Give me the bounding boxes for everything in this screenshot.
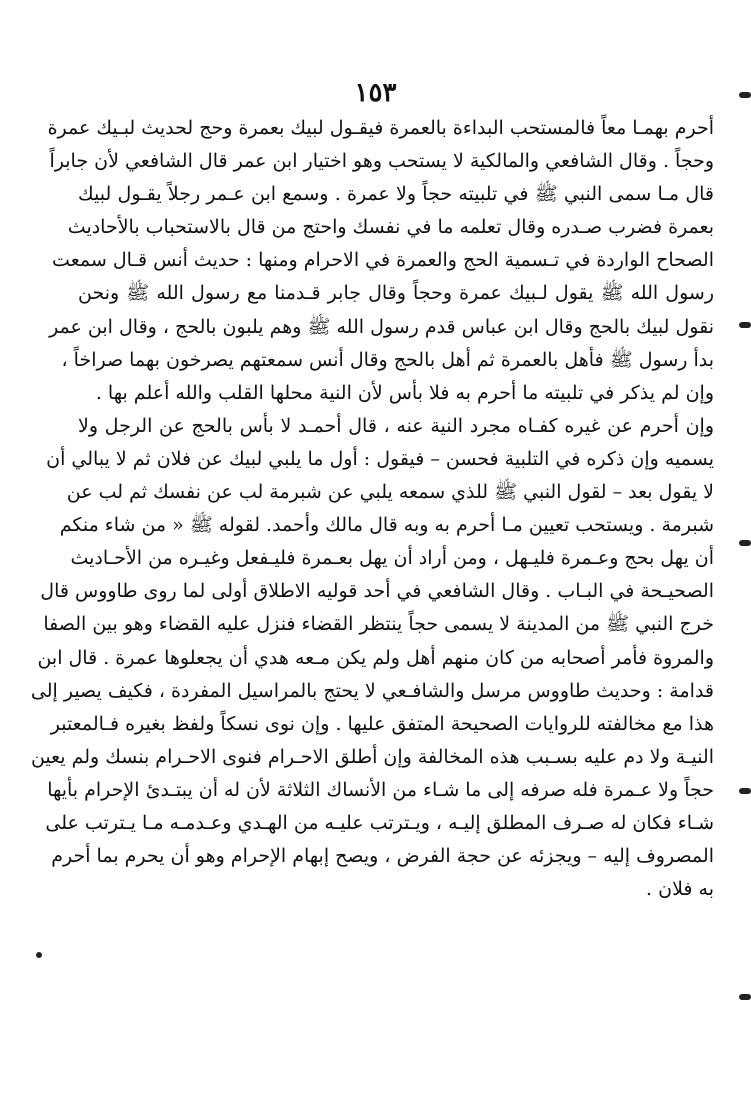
text-line: الصحاح الواردة في تـسمية الحج والعمرة في الاحرام ومنها : حديث أنس قـال سمعت [52, 249, 714, 272]
text-line: وإن لم يذكر في تلبيته ما أحرم به فلا بأس لأن النية محلها القلب والله أعلم بها . [95, 381, 714, 404]
text-line: بعمرة فضرب صـدره وقال تعلمه ما في نفسك واحتج من قال بالاستحباب بالأحاديث [67, 216, 714, 239]
text-line: الصحيـحة في البـاب . وقال الشافعي في أحد قوليه الاطلاق أولى لما روى طاووس قال [40, 580, 714, 603]
margin-mark [739, 92, 751, 98]
text-line: قدامة : وحديث طاووس مرسل والشافـعي لا يحتج بالمراسيل المفردة ، فكيف يصير إلى [30, 679, 714, 702]
text-line: لا يقول بعد – لقول النبي ﷺ للذي سمعه يلبي عن شبرمة لب عن نفسك ثم لب عن [66, 481, 714, 504]
text-line: النيـة ولا دم عليه بسـبب هذه المخالفة وإن أطلق الاحـرام فنوى الاحـرام بنسك ولم يعين [30, 745, 714, 768]
text-line: رسول الله ﷺ يقول لـبيك عمرة وحجاً وقال جابر قـدمنا مع رسول الله ﷺ ونحن [78, 282, 714, 305]
text-line: وحجاً . وقال الشافعي والمالكية لا يستحب وهو اختيار ابن عمر قال الشافعي لأن جابراً [49, 150, 714, 173]
page-body [30, 112, 714, 906]
text-line: وإن أحرم عن غيره كفـاه مجرد النية عنه ، قال أحمـد لا بأس بالحج عن الرجل ولا [78, 414, 714, 437]
text-line: المصروف إليه – ويجزئه عن حجة الفرض ، ويصح إبهام الإحرام وهو أن يحرم بما أحرم [51, 845, 714, 868]
text-line: شـاء فكان له صـرف المطلق إليـه ، ويـترتب عليـه من الهـدي وعـدمـه مـا يـترتب على [45, 811, 714, 834]
text-line: به فلان . [646, 878, 714, 901]
text-line: أن يهل بحج وعـمرة فليـهل ، ومن أراد أن يهل بعـمرة فليـفعل وغيـره من الأحـاديث [70, 547, 714, 570]
text-line: نقول لبيك بالحج وقال ابن عباس قدم رسول الله ﷺ وهم يلبون بالحج ، وقال ابن عمر [49, 315, 714, 338]
text-line: والمروة فأمر أصحابه من كان منهم أهل ولم يكن مـعه هدي أن يجعلوها عمرة . قال ابن [37, 646, 714, 669]
text-line: خرج النبي ﷺ من المدينة لا يسمى حجاً ينتظر القضاء فنزل عليه القضاء وهو بين الصفا [43, 613, 714, 636]
text-line: حجاً ولا عـمرة فله صرفه إلى ما شـاء من الأنساك الثلاثة لأن له أن يبتـدئ الإحرام بأيها [47, 778, 714, 801]
margin-mark [739, 994, 751, 1000]
text-line: يسميه وإن ذكره في التلبية فحسن – فيقول : أول ما يلبي لبيك عن فلان ثم لا يبالي أن [46, 447, 714, 470]
text-line: هذا مع مخالفته للروايات الصحيحة المتفق عليها . وإن نوى نسكاً ولفظ بغيره فـالمعتبر [50, 712, 714, 735]
text-line: أحرم بهمـا معاً فالمستحب البداءة بالعمرة فيقـول لبيك بعمرة وحج لحديث لبـيك عمرة [47, 117, 714, 139]
margin-mark [739, 540, 751, 546]
text-line: بدأ رسول ﷺ فأهل بالعمرة ثم أهل بالحج وقال أنس سمعتهم يصرخون بهما صراخاً ، [61, 348, 714, 371]
text-line: شبرمة . ويستحب تعيين مـا أحرم به وبه قال مالك وأحمد. لقوله ﷺ « من شاء منكم [59, 514, 714, 537]
margin-mark [739, 322, 751, 328]
margin-mark [739, 788, 751, 794]
page-number: ١٥٣ [354, 78, 397, 108]
text-line: قال مـا سمى النبي ﷺ في تلبيته حجاً ولا عمرة . وسمع ابن عـمر رجلاً يقـول لبيك [78, 183, 714, 206]
margin-dot [36, 952, 42, 958]
